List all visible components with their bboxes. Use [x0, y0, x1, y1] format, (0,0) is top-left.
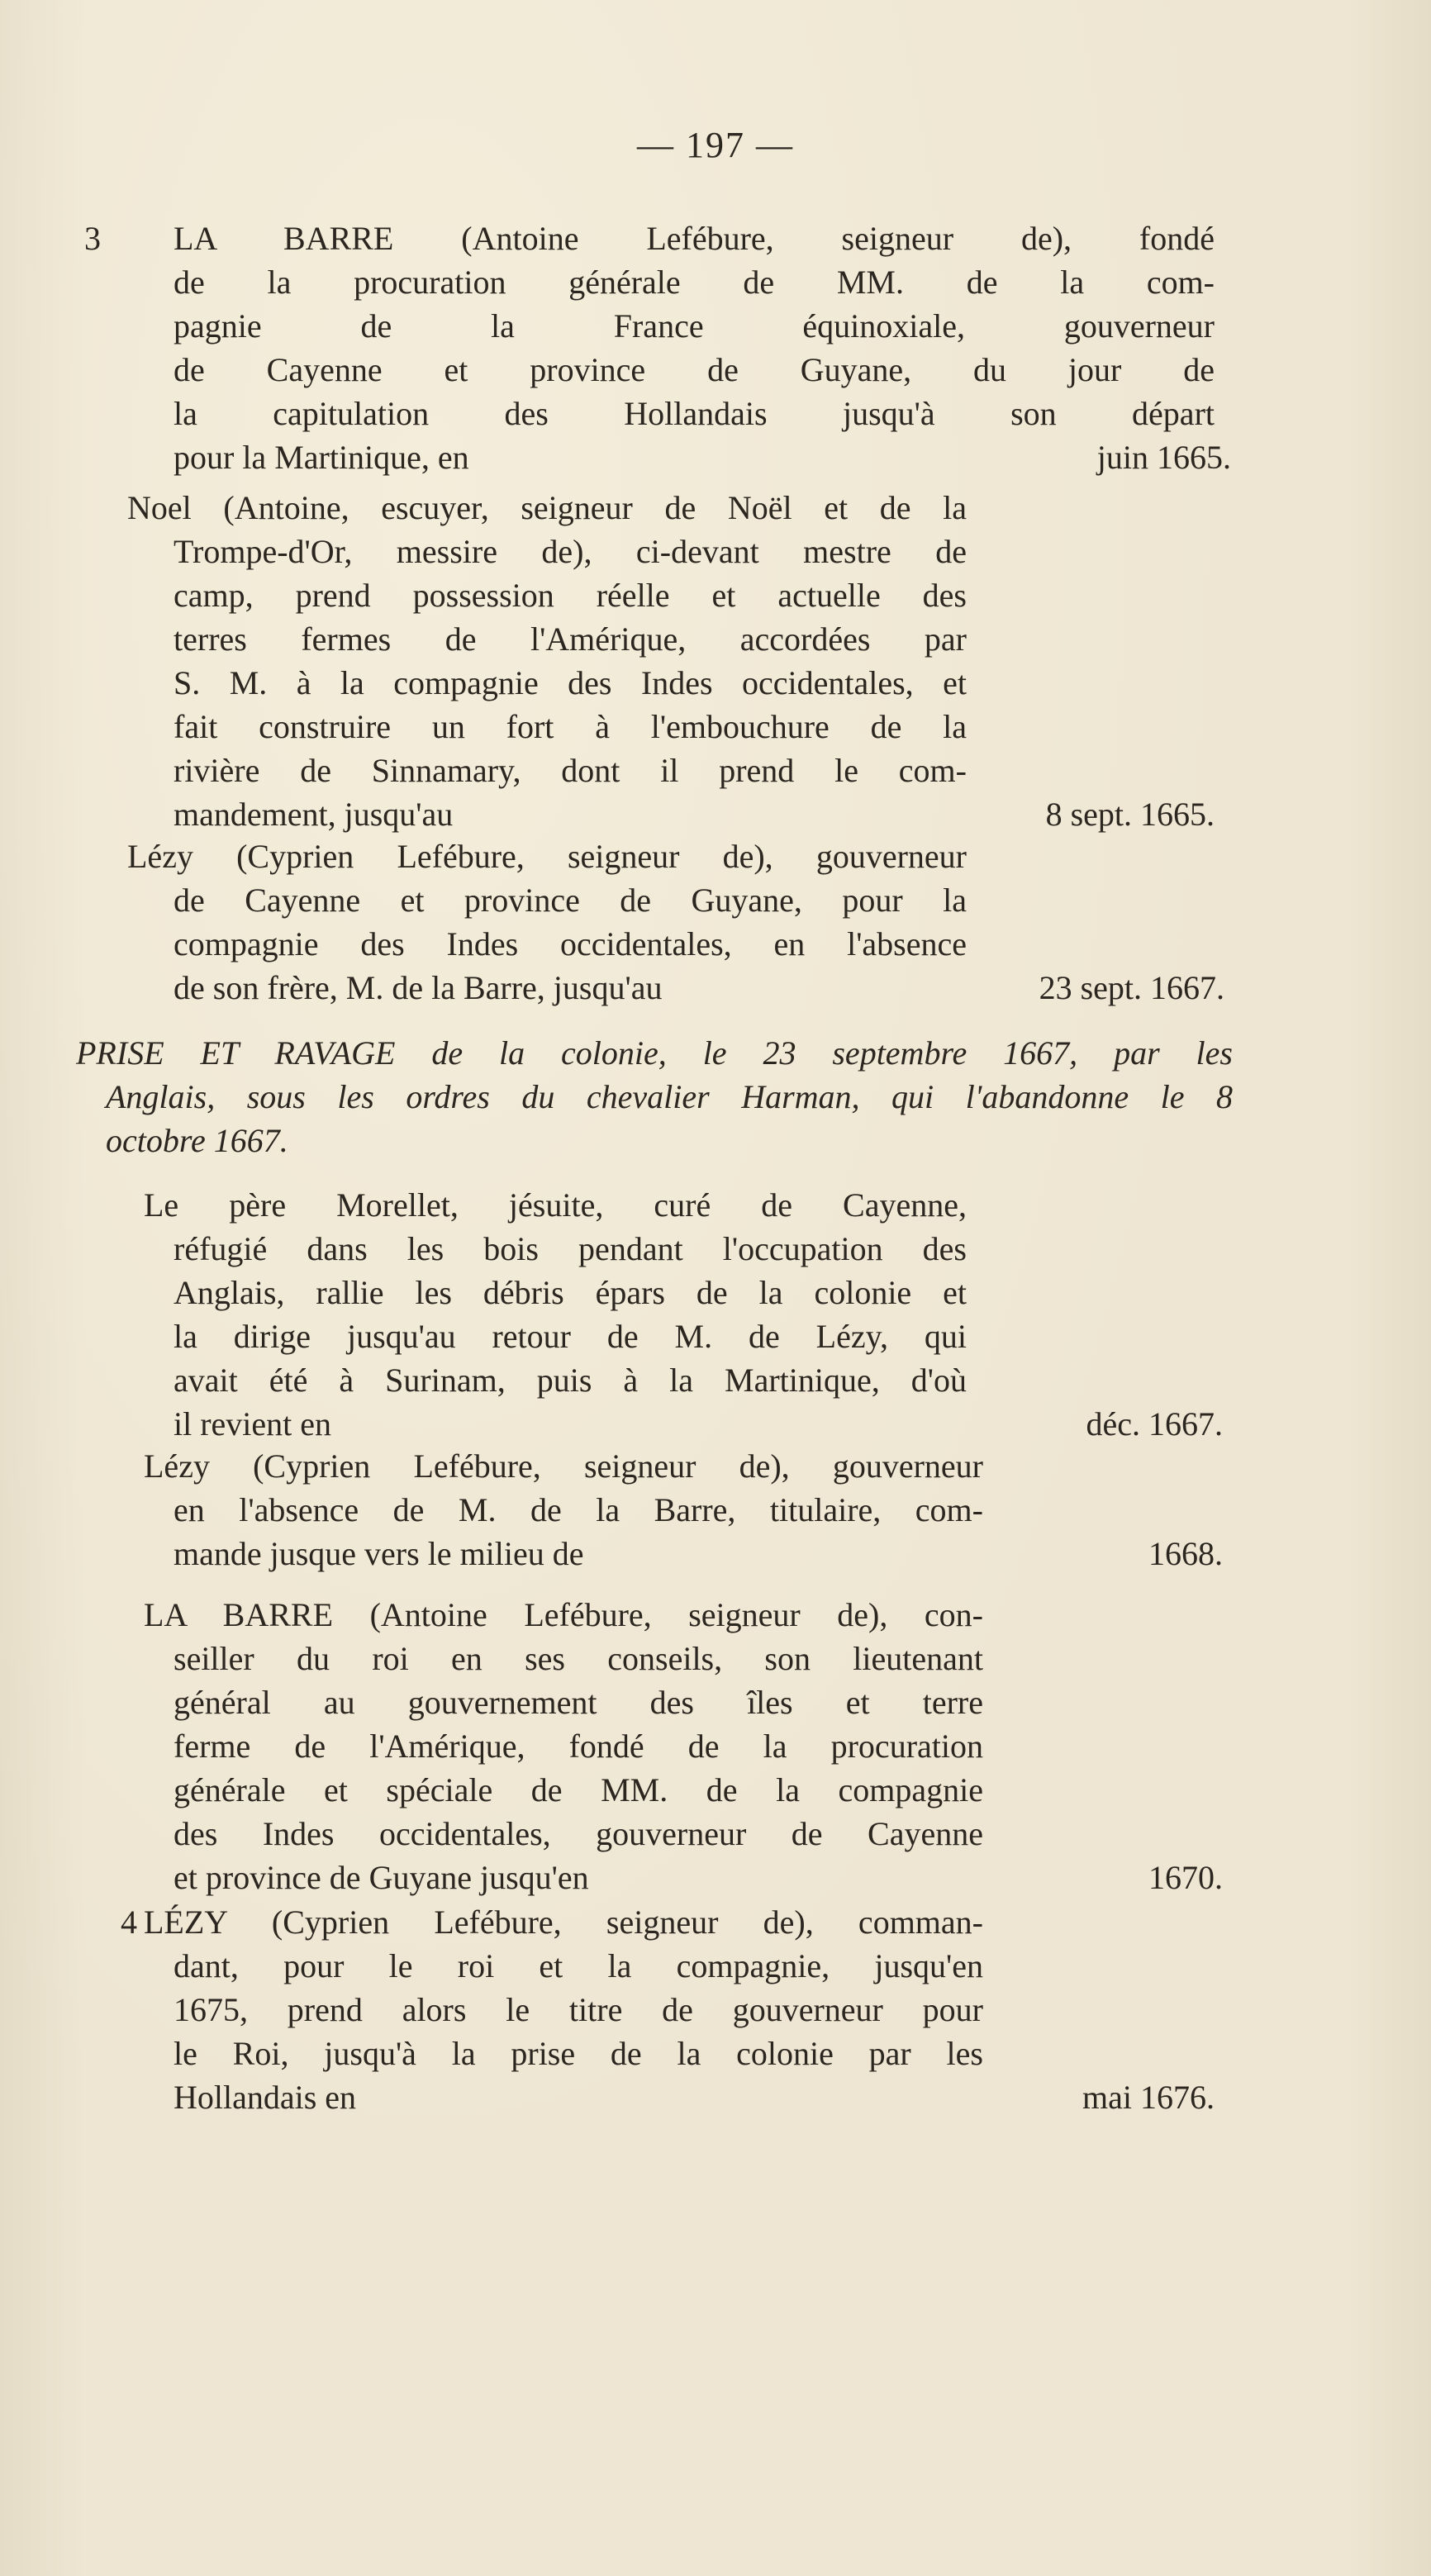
entry-line: terres fermes de l'Amérique, accordées par	[174, 620, 967, 658]
entry-line: le Roi, jusqu'à la prise de la colonie par les	[174, 2035, 983, 2072]
entry-line: seiller du roi en ses conseils, son lieutenant	[174, 1640, 983, 1677]
entry-line: et province de Guyane jusqu'en	[174, 1859, 589, 1896]
entry-line: dant, pour le roi et la compagnie, jusqu'en	[174, 1947, 983, 1984]
entry-line: de son frère, M. de la Barre, jusqu'au	[174, 969, 663, 1006]
entry-date: mai 1676.	[1082, 2079, 1215, 2116]
entry-line: des Indes occidentales, gouverneur de Cayenne	[174, 1815, 983, 1852]
heading-line: PRISE ET RAVAGE de la colonie, le 23 septembre 1667, par les	[76, 1034, 1233, 1072]
entry-line: S. M. à la compagnie des Indes occidentales, et	[174, 664, 967, 701]
entry-line: camp, prend possession réelle et actuelle des	[174, 577, 967, 614]
entry-la-barre-1670	[144, 1593, 1223, 1899]
entry-line: réfugié dans les bois pendant l'occupation des	[174, 1230, 967, 1267]
entry-date: 23 sept. 1667.	[1039, 969, 1224, 1006]
entry-line: de Cayenne et province de Guyane, pour la	[174, 882, 967, 919]
entry-line: ferme de l'Amérique, fondé de la procuration	[174, 1728, 983, 1765]
entry-line: 1675, prend alors le titre de gouverneur pour	[174, 1991, 983, 2028]
entry-line: LA BARRE (Antoine Lefébure, seigneur de), fondé	[174, 220, 1215, 257]
entry-line: la dirige jusqu'au retour de M. de Lézy, qui	[174, 1318, 967, 1355]
entry-line: mande jusque vers le milieu de	[174, 1535, 584, 1572]
entry-line: Lézy (Cyprien Lefébure, seigneur de), gouverneur	[127, 838, 967, 875]
entry-line: général au gouvernement des îles et terre	[174, 1684, 983, 1721]
entry-line: en l'absence de M. de la Barre, titulaire, com-	[174, 1491, 983, 1528]
entry-line: LÉZY (Cyprien Lefébure, seigneur de), comman-	[144, 1903, 983, 1941]
heading-line: octobre 1667.	[106, 1122, 288, 1159]
entry-line: fait construire un fort à l'embouchure de la	[174, 708, 967, 745]
entry-line: Le père Morellet, jésuite, curé de Cayenne,	[144, 1186, 967, 1224]
section-heading-prise-et-ravage	[76, 1031, 1233, 1162]
entry-lezy-1676	[121, 1900, 1215, 2119]
entry-date: 8 sept. 1665.	[1045, 796, 1215, 833]
entry-date: déc. 1667.	[1086, 1405, 1223, 1442]
entry-line: pour la Martinique, en	[174, 439, 469, 476]
entry-date: 1670.	[1148, 1859, 1223, 1896]
entry-line: LA BARRE (Antoine Lefébure, seigneur de), con-	[144, 1596, 983, 1633]
entry-line: rivière de Sinnamary, dont il prend le com-	[174, 752, 967, 789]
entry-line: Lézy (Cyprien Lefébure, seigneur de), gouverneur	[144, 1447, 983, 1485]
entry-marker: 4	[121, 1903, 137, 1941]
entry-noel-1665	[127, 486, 1215, 836]
entry-line: Noel (Antoine, escuyer, seigneur de Noël et de la	[127, 489, 967, 526]
entry-date: 1668.	[1148, 1535, 1223, 1572]
entry-lezy-1667	[127, 834, 1224, 1010]
entry-line: pagnie de la France équinoxiale, gouverneur	[174, 307, 1215, 345]
entry-line: compagnie des Indes occidentales, en l'absence	[174, 925, 967, 962]
entry-line: Trompe-d'Or, messire de), ci-devant mestre de	[174, 533, 967, 570]
heading-line: Anglais, sous les ordres du chevalier Harman, qui l'abandonne le 8	[106, 1078, 1233, 1115]
entry-line: Hollandais en	[174, 2079, 357, 2116]
page-number: — 197 —	[637, 125, 794, 165]
entry-morellet-1667	[144, 1183, 1223, 1446]
entry-line: de Cayenne et province de Guyane, du jour de	[174, 351, 1215, 388]
entry-line: la capitulation des Hollandais jusqu'à son départ	[174, 395, 1215, 432]
entry-marker: 3	[84, 220, 101, 257]
entry-date: juin 1665.	[1096, 439, 1231, 476]
entry-line: de la procuration générale de MM. de la com-	[174, 264, 1215, 301]
entry-lezy-1668	[144, 1444, 1223, 1576]
entry-line: générale et spéciale de MM. de la compagnie	[174, 1771, 983, 1808]
entry-la-barre-1665	[84, 216, 1231, 479]
entry-line: Anglais, rallie les débris épars de la colonie et	[174, 1274, 967, 1311]
entry-line: mandement, jusqu'au	[174, 796, 454, 833]
entry-line: avait été à Surinam, puis à la Martinique, d'où	[174, 1362, 967, 1399]
entry-line: il revient en	[174, 1405, 332, 1442]
